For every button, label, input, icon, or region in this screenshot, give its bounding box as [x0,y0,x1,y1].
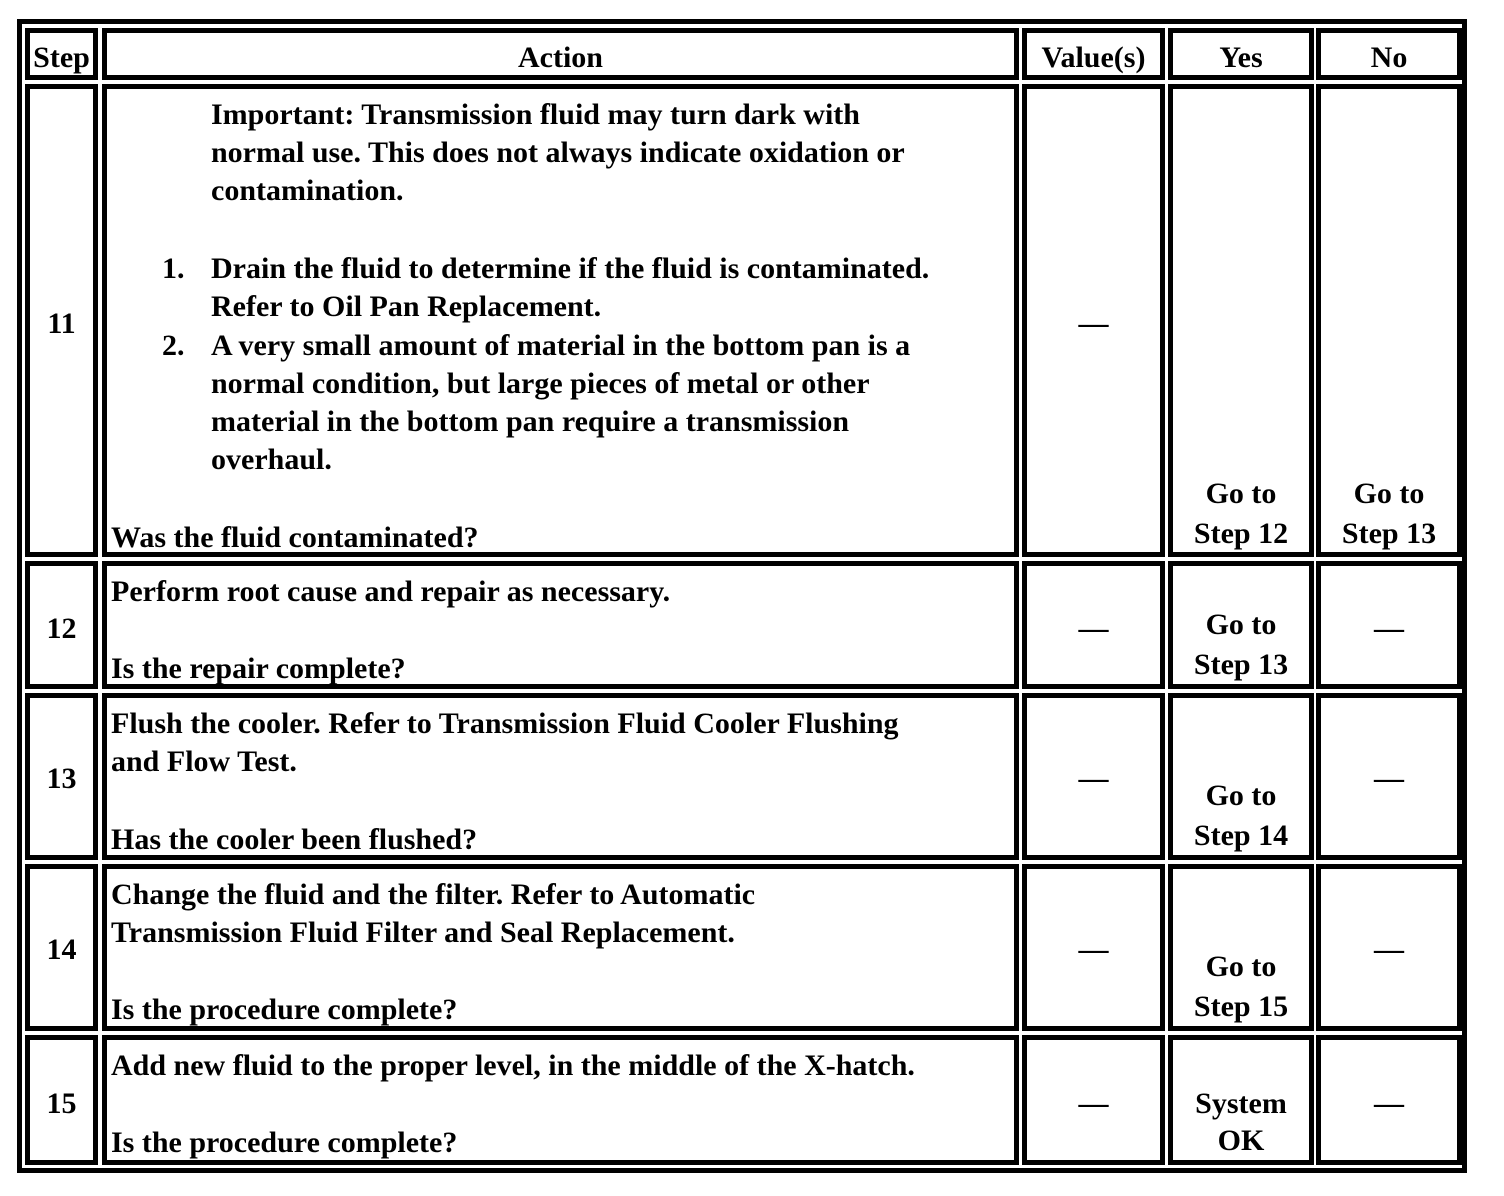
no-dash: — [1374,762,1404,795]
question: Is the procedure complete? [111,1126,458,1159]
table-row-13-action-cell [102,693,1019,860]
yes-line: Go to [1205,779,1277,812]
yes-line: Go to [1205,477,1277,510]
table-row-12-yes-cell [1168,561,1314,689]
header-yes: Yes [1219,41,1263,74]
list-number: 1. [162,252,185,285]
table-row-14-yes-cell [1168,864,1314,1031]
header-action-cell [102,28,1019,80]
yes-line: Step 15 [1193,990,1289,1023]
yes-line: Step 12 [1193,517,1289,550]
table-row-11-no-cell [1316,84,1462,557]
header-step-cell [25,28,98,80]
table-row-12-step-cell [25,561,98,689]
no-dash: — [1374,933,1404,966]
question: Is the repair complete? [111,652,406,685]
no-line: Go to [1353,477,1425,510]
list-item-line: Refer to Oil Pan Replacement. [211,290,602,323]
value-dash: — [1078,762,1109,795]
header-action: Action [518,41,603,74]
yes-line: System [1195,1087,1287,1120]
header-step: Step [33,41,90,74]
step-number: 12 [46,612,77,645]
list-item-line: Drain the fluid to determine if the fluid is contaminated. [211,252,930,285]
action-line: Add new fluid to the proper level, in the middle of the X-hatch. [111,1049,915,1082]
important-note-line: contamination. [211,174,404,207]
yes-line: Step 13 [1193,648,1289,681]
table-row-15-no-cell [1316,1035,1462,1165]
list-number: 2. [162,329,185,362]
table-row-12-values-cell [1022,561,1165,689]
table-row-14-no-cell [1316,864,1462,1031]
header-yes-cell [1168,28,1314,80]
action-line: Transmission Fluid Filter and Seal Replacement. [111,916,735,949]
list-item-line: material in the bottom pan require a transmission [211,405,850,438]
step-number: 11 [47,307,76,340]
step-number: 15 [46,1087,77,1120]
table-row-14-step-cell [25,864,98,1031]
action-line: and Flow Test. [111,745,297,778]
table-row-14-action-cell [102,864,1019,1031]
table-row-13-no-cell [1316,693,1462,860]
table-row-11-yes-cell [1168,84,1314,557]
important-note-line: normal use. This does not always indicate oxidation or [211,136,905,169]
list-item-line: A very small amount of material in the bottom pan is a [211,329,911,362]
no-dash: — [1374,1087,1404,1120]
table-row-15-values-cell [1022,1035,1165,1165]
table-row-12-no-cell [1316,561,1462,689]
table-row-15-yes-cell [1168,1035,1314,1165]
table-row-15-step-cell [25,1035,98,1165]
yes-line: Step 14 [1193,819,1289,852]
table-row-14-values-cell [1022,864,1165,1031]
important-note-line: Important: Transmission fluid may turn dark with [211,98,860,131]
action-line: Perform root cause and repair as necessary. [111,575,671,608]
list-item-line: normal condition, but large pieces of metal or other [211,367,870,400]
value-dash: — [1078,1087,1109,1120]
header-no: No [1370,41,1408,74]
value-dash: — [1078,612,1109,645]
list-item-line: overhaul. [211,443,332,476]
yes-line: OK [1217,1124,1265,1157]
question: Is the procedure complete? [111,993,458,1026]
table-row-13-step-cell [25,693,98,860]
no-line: Step 13 [1341,517,1437,550]
question: Has the cooler been flushed? [111,823,478,856]
table-row-11-step-cell [25,84,98,557]
action-line: Change the fluid and the filter. Refer to Automatic [111,878,756,911]
table-row-13-values-cell [1022,693,1165,860]
table-row-15-action-cell [102,1035,1019,1165]
header-values: Value(s) [1041,41,1146,74]
table-row-12-action-cell [102,561,1019,689]
no-dash: — [1374,612,1404,645]
step-number: 14 [46,933,77,966]
question: Was the fluid contaminated? [111,521,479,554]
header-values-cell [1022,28,1165,80]
table-row-11-action-cell [102,84,1019,557]
yes-line: Go to [1205,950,1277,983]
yes-line: Go to [1205,608,1277,641]
value-dash: — [1078,933,1109,966]
table-row-13-yes-cell [1168,693,1314,860]
value-dash: — [1078,307,1109,340]
table-row-11-values-cell [1022,84,1165,557]
step-number: 13 [46,762,77,795]
action-line: Flush the cooler. Refer to Transmission Fluid Cooler Flushing [111,707,899,740]
header-no-cell [1316,28,1462,80]
